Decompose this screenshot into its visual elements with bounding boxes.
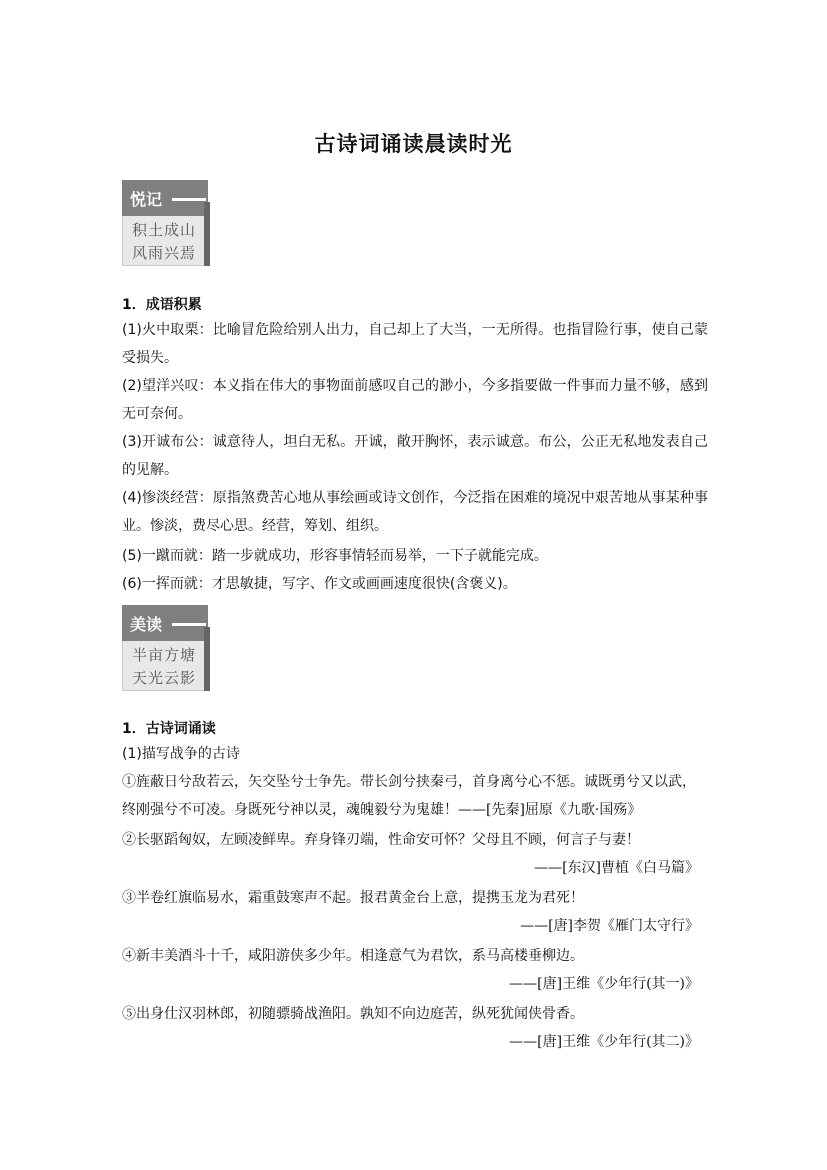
badge-tab bbox=[204, 627, 210, 691]
section-heading-idioms: 1．成语积累 bbox=[122, 297, 202, 313]
badge-line-1: 积土成山 bbox=[132, 221, 197, 239]
poem-text: ④新丰美酒斗十千，咸阳游侠多少年。相逢意气为君饮，系马高楼垂柳边。 bbox=[122, 948, 584, 964]
idiom-item: (4)惨淡经营：原指煞费苦心地从事绘画或诗文创作，今泛指在困难的境况中艰苦地从事某种事业。惨淡，费尽心思。经营，筹划、组织。 bbox=[122, 490, 708, 534]
badge-line-2: 天光云影 bbox=[132, 669, 197, 687]
poem-text: ⑤出身仕汉羽林郎，初随骠骑战渔阳。孰知不向边庭苦，纵死犹闻侠骨香。 bbox=[122, 1006, 584, 1022]
section-badge-meidu bbox=[122, 605, 208, 691]
idiom-item: (6)一挥而就：才思敏捷，写字、作文或画画速度很快(含褒义)。 bbox=[122, 576, 517, 592]
poem-attribution: ——[唐]王维《少年行(其二)》 bbox=[509, 1034, 699, 1050]
idiom-item: (5)一蹴而就：踏一步就成功，形容事情轻而易举，一下子就能完成。 bbox=[122, 548, 548, 564]
idiom-item: (3)开诚布公：诚意待人，坦白无私。开诚，敞开胸怀，表示诚意。布公，公正无私地发表自己的见解。 bbox=[122, 434, 708, 478]
badge-body bbox=[122, 641, 208, 691]
badge-head: 美读 bbox=[122, 605, 208, 641]
section-badge-yueji bbox=[122, 180, 208, 266]
section-heading-poems: 1．古诗词诵读 bbox=[122, 721, 216, 737]
badge-tab bbox=[204, 202, 210, 266]
poem-text: ②长驱蹈匈奴，左顾凌鲜卑。弃身锋刃端，性命安可怀？父母且不顾，何言子与妻！ bbox=[122, 832, 640, 848]
idiom-item: (2)望洋兴叹：本义指在伟大的事物面前感叹自己的渺小，今多指要做一件事而力量不够，感到无可奈何。 bbox=[122, 378, 708, 422]
poem-text: ①旌蔽日兮敌若云，矢交坠兮士争先。带长剑兮挟秦弓，首身离兮心不惩。诚既勇兮又以武，终刚强兮不可凌。身既死兮神以灵，魂魄毅兮为鬼雄！——[先秦]屈原《九歌·国殇》 bbox=[122, 774, 696, 818]
poem-attribution: ——[唐]李贺《雁门太守行》 bbox=[520, 918, 699, 934]
poem-attribution: ——[东汉]曹植《白马篇》 bbox=[534, 860, 699, 876]
badge-body bbox=[122, 216, 208, 266]
poem-subheading: (1)描写战争的古诗 bbox=[122, 746, 240, 762]
poem-text: ③半卷红旗临易水，霜重鼓寒声不起。报君黄金台上意，提携玉龙为君死！ bbox=[122, 890, 584, 906]
badge-line-2: 风雨兴焉 bbox=[132, 244, 197, 262]
page-title: 古诗词诵读晨读时光 bbox=[314, 132, 513, 156]
badge-head: 悦记 bbox=[122, 180, 208, 216]
idiom-item: (1)火中取栗：比喻冒危险给别人出力，自己却上了大当，一无所得。也指冒险行事，使自己蒙受损失。 bbox=[122, 322, 708, 366]
badge-line-1: 半亩方塘 bbox=[132, 646, 197, 664]
poem-attribution: ——[唐]王维《少年行(其一)》 bbox=[509, 976, 699, 992]
